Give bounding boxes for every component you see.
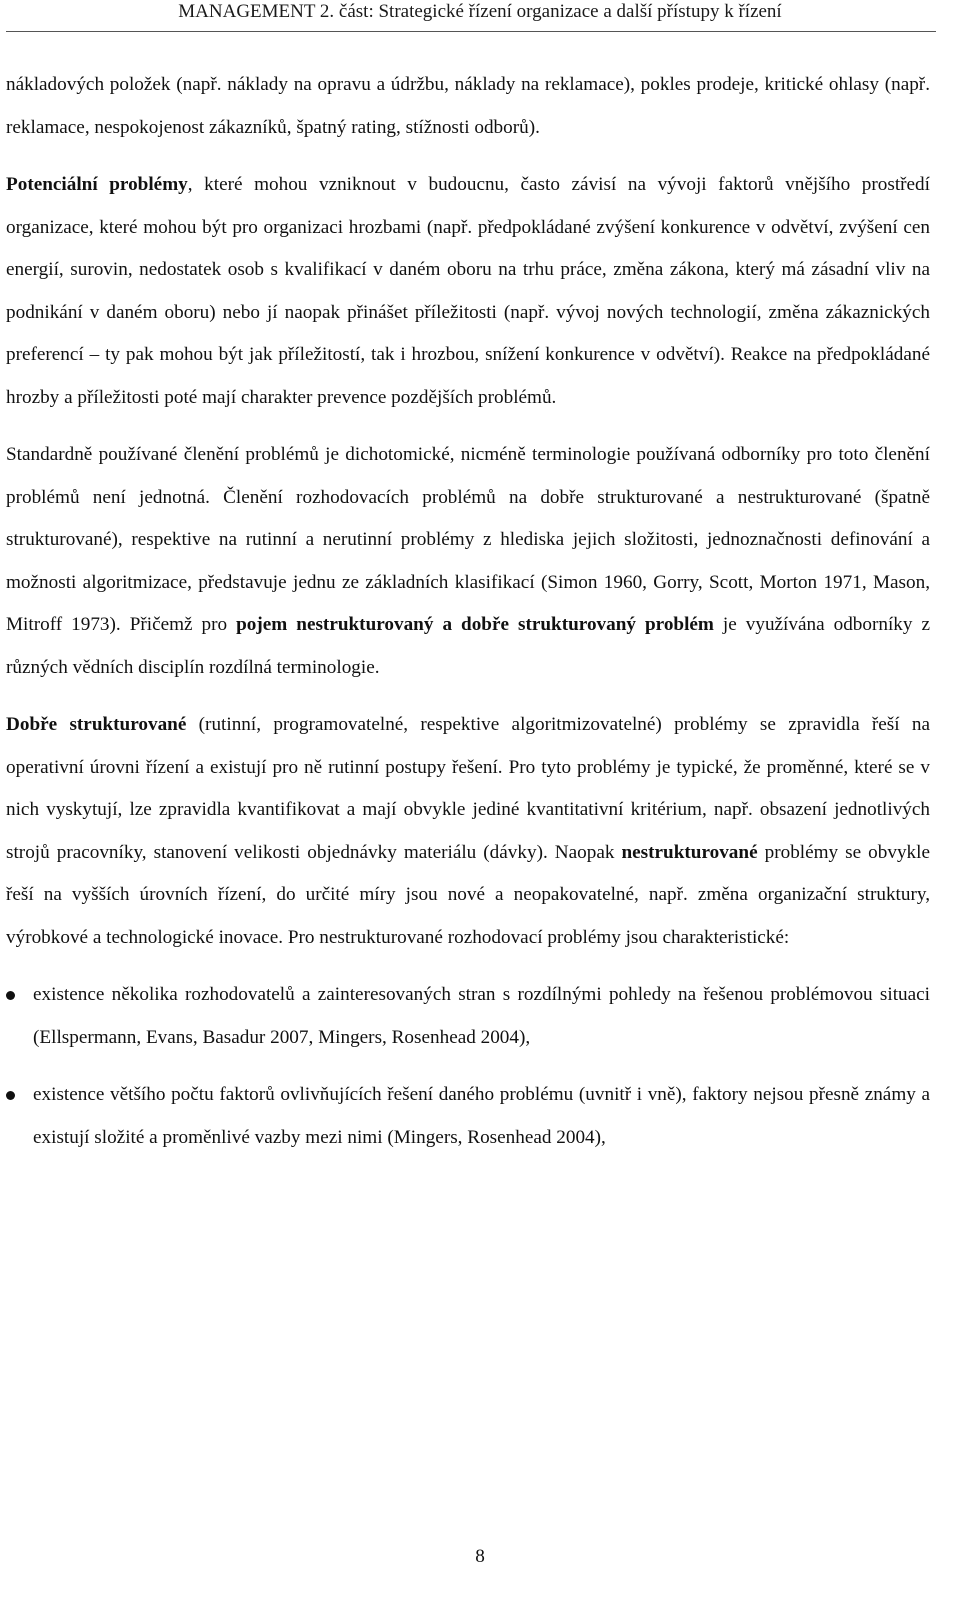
paragraph-text: , které mohou vzniknout v budoucnu, často závisí na vývoji faktorů vnějšího prostředí organizace, které mohou být pro organizaci hrozbami (např. předpokládané zvýšení konkurence v odvětví, zvýšení cen energií, surovin, nedostatek osob s kvalifikací v daném oboru na trhu práce, změna zákona, který má zásadní vliv na podnikání v daném oboru) nebo jí naopak přinášet příležitosti (např. vývoj nových technologií, změna zákaznických preferencí – ty pak mohou být jak příležitostí, tak i hrozbou, snížení konkurence v odvětví). Reakce na předpokládané hrozby a příležitosti poté mají charakter prevence pozdějších problémů. (6, 174, 930, 408)
term-unstructured: nestrukturované (621, 841, 758, 863)
paragraph-text: Standardně používané členění problémů je dichotomické, nicméně terminologie používaná odborníky pro toto členění problémů není jednotná. Členění rozhodovacích problémů na dobře strukturované a nestrukturované (špatně strukturované), respektive na rutinní a nerutinní problémy z hlediska jejich složitosti, jednoznačnosti definování a možnosti algoritmizace, představuje jednu ze základních klasifikací (Simon 1960, Gorry, Scott, Morton 1971, Mason, Mitroff 1973). Přičemž pro (6, 444, 930, 635)
characteristics-list (6, 974, 930, 1159)
paragraph-cost-items (6, 64, 930, 149)
bullet-icon (6, 991, 15, 1000)
term-potential-problems: Potenciální problémy (6, 174, 188, 195)
paragraph-text: nákladových položek (např. náklady na opravu a údržbu, náklady na reklamace), pokles prodeje, kritické ohlasy (např. reklamace, nespokojenost zákazníků, špatný rating, stížnosti odborů). (6, 74, 930, 138)
list-item (6, 1074, 930, 1159)
term-well-structured: Dobře strukturované (6, 714, 187, 735)
paragraph-classification (6, 434, 930, 689)
paragraph-potential-problems (6, 164, 930, 419)
paragraph-text: problémy se obvykle řeší na vyšších úrovních řízení, do určité míry jsou nové a neopakovatelné, např. změna organizační struktury, výrobkové a technologické inovace. Pro nestrukturované rozhodovací problémy jsou charakteristické: (6, 841, 930, 948)
running-header: MANAGEMENT 2. část: Strategické řízení organizace a další přístupy k řízení (178, 1, 782, 22)
header-divider (6, 31, 936, 32)
body-text (6, 64, 930, 1159)
page-number: 8 (475, 1546, 485, 1567)
paragraph-text: (rutinní, programovatelné, respektive algoritmizovatelné) problémy se zpravidla řeší na operativní úrovni řízení a existují pro ně rutinní postupy řešení. Pro tyto problémy je typické, že proměnné, které se v nich vyskytují, lze zpravidla kvantifikovat a mají obvykle jediné kvantitativní kritérium, např. obsazení jednotlivých strojů pracovníky, stanovení velikosti objednávky materiálu (dávky). Naopak (6, 714, 930, 863)
list-item (6, 974, 930, 1059)
paragraph-well-structured (6, 704, 930, 959)
bullet-icon (6, 1091, 15, 1100)
list-item-text: existence většího počtu faktorů ovlivňujících řešení daného problému (uvnitř i vně), faktory nejsou přesně známy a existují složité a proměnlivé vazby mezi nimi (Mingers, Rosenhead 2004), (33, 1084, 930, 1148)
paragraph-text: je využívána odborníky z různých vědních disciplín rozdílná terminologie. (6, 614, 930, 678)
term-structured-unstructured: pojem nestrukturovaný a dobře strukturovaný problém (236, 614, 714, 635)
list-item-text: existence několika rozhodovatelů a zainteresovaných stran s rozdílnými pohledy na řešenou problémovou situaci (Ellspermann, Evans, Basadur 2007, Mingers, Rosenhead 2004), (33, 984, 930, 1048)
